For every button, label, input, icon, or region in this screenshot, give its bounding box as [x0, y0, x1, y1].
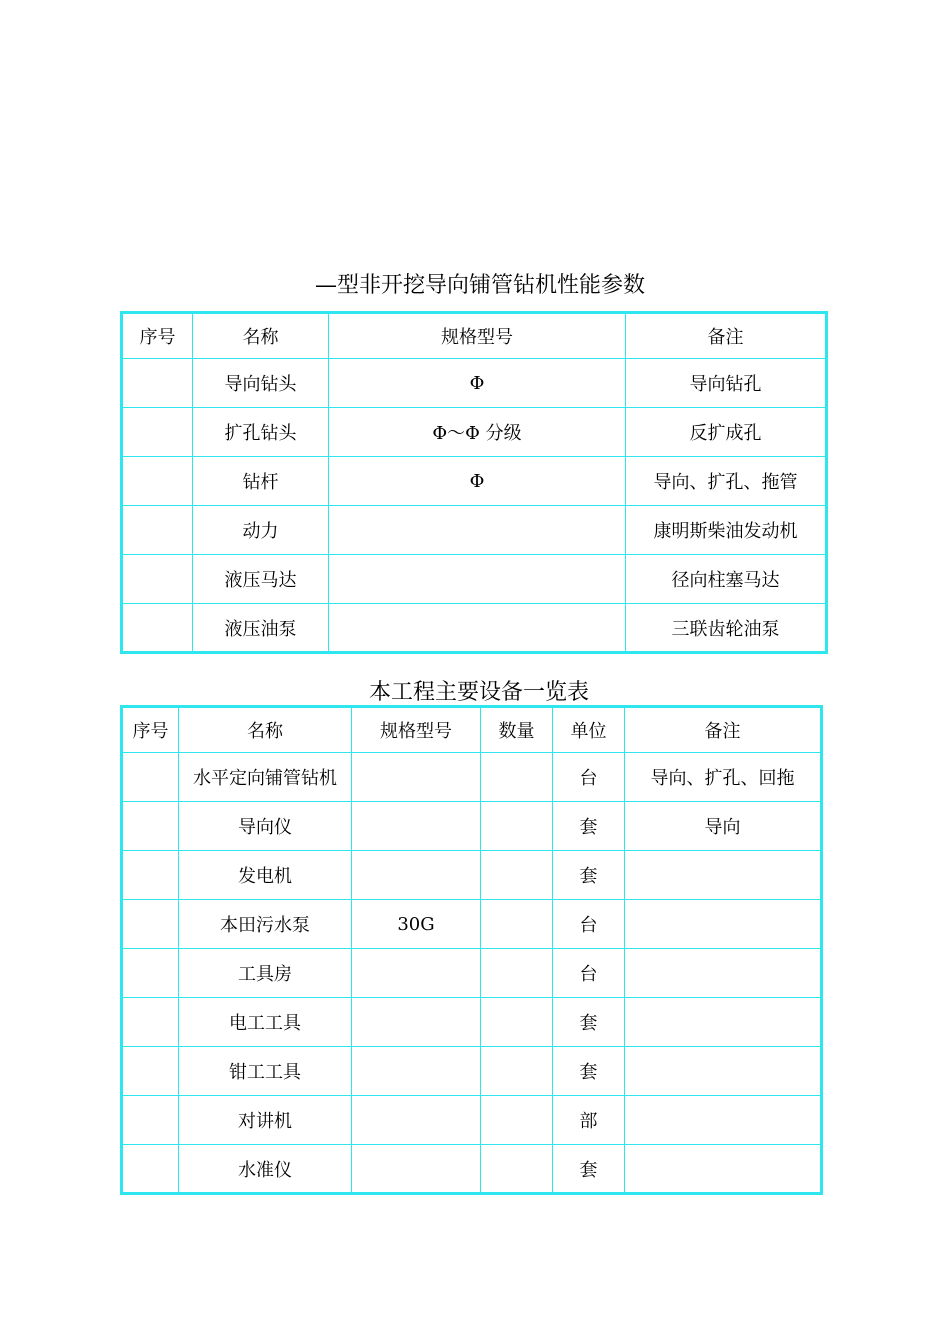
header-cell: 名称: [193, 313, 329, 359]
cell-spec: [329, 506, 626, 555]
cell-name: 发电机: [179, 851, 352, 900]
cell-unit: 套: [553, 1145, 625, 1194]
cell-no: [122, 1096, 179, 1145]
cell-no: [122, 604, 193, 653]
cell-no: [122, 949, 179, 998]
cell-spec: 30G: [352, 900, 481, 949]
table-row: [122, 802, 822, 851]
cell-name: 扩孔钻头: [193, 408, 329, 457]
cell-qty: [481, 1145, 553, 1194]
cell-no: [122, 555, 193, 604]
cell-unit: 套: [553, 802, 625, 851]
table-row: [122, 900, 822, 949]
cell-no: [122, 998, 179, 1047]
drill-params-title: —型非开挖导向铺管钻机性能参数: [314, 273, 645, 298]
table-row: [122, 1047, 822, 1096]
cell-spec: [352, 1047, 481, 1096]
cell-unit: 套: [553, 1047, 625, 1096]
cell-name: 动力: [193, 506, 329, 555]
table-row: [122, 506, 827, 555]
cell-spec: [352, 998, 481, 1047]
cell-note: [625, 998, 822, 1047]
table-row: [122, 359, 827, 408]
cell-name: 本田污水泵: [179, 900, 352, 949]
cell-name: 水准仪: [179, 1145, 352, 1194]
cell-note: 导向钻孔: [626, 359, 827, 408]
cell-spec: [352, 802, 481, 851]
cell-no: [122, 359, 193, 408]
header-cell: 规格型号: [352, 707, 481, 753]
cell-name: 液压油泵: [193, 604, 329, 653]
cell-spec: [352, 1145, 481, 1194]
header-cell: 备注: [625, 707, 822, 753]
cell-note: [625, 851, 822, 900]
cell-unit: 台: [553, 900, 625, 949]
table-row: [122, 753, 822, 802]
cell-note: 导向、扩孔、回拖: [625, 753, 822, 802]
cell-qty: [481, 1096, 553, 1145]
cell-no: [122, 408, 193, 457]
cell-note: [625, 1145, 822, 1194]
cell-spec: [352, 851, 481, 900]
cell-note: [625, 1096, 822, 1145]
cell-note: [625, 1047, 822, 1096]
cell-no: [122, 900, 179, 949]
cell-spec: [329, 604, 626, 653]
table-row: [122, 604, 827, 653]
table-header-row: [122, 707, 822, 753]
header-cell: 名称: [179, 707, 352, 753]
cell-qty: [481, 851, 553, 900]
cell-unit: 部: [553, 1096, 625, 1145]
cell-no: [122, 1047, 179, 1096]
cell-note: 康明斯柴油发动机: [626, 506, 827, 555]
cell-name: 导向钻头: [193, 359, 329, 408]
table-row: [122, 851, 822, 900]
cell-name: 水平定向铺管钻机: [179, 753, 352, 802]
cell-note: 导向: [625, 802, 822, 851]
header-cell: 序号: [122, 313, 193, 359]
cell-spec: Φ: [329, 457, 626, 506]
header-cell: 序号: [122, 707, 179, 753]
cell-name: 液压马达: [193, 555, 329, 604]
header-cell: 单位: [553, 707, 625, 753]
cell-unit: 套: [553, 851, 625, 900]
cell-note: [625, 949, 822, 998]
cell-name: 工具房: [179, 949, 352, 998]
cell-unit: 套: [553, 998, 625, 1047]
cell-spec: [352, 949, 481, 998]
cell-name: 对讲机: [179, 1096, 352, 1145]
table-row: [122, 457, 827, 506]
cell-note: 径向柱塞马达: [626, 555, 827, 604]
drill-params-table: [120, 311, 828, 654]
cell-note: 三联齿轮油泵: [626, 604, 827, 653]
cell-qty: [481, 949, 553, 998]
cell-no: [122, 457, 193, 506]
cell-unit: 台: [553, 753, 625, 802]
cell-name: 电工工具: [179, 998, 352, 1047]
header-cell: 数量: [481, 707, 553, 753]
table-row: [122, 555, 827, 604]
table-header-row: [122, 313, 827, 359]
cell-no: [122, 1145, 179, 1194]
cell-name: 钻杆: [193, 457, 329, 506]
header-cell: 备注: [626, 313, 827, 359]
cell-spec: [352, 1096, 481, 1145]
cell-qty: [481, 802, 553, 851]
cell-no: [122, 506, 193, 555]
table-row: [122, 949, 822, 998]
equipment-list-table: [120, 705, 823, 1195]
table-row: [122, 408, 827, 457]
cell-unit: 台: [553, 949, 625, 998]
cell-qty: [481, 753, 553, 802]
table-row: [122, 998, 822, 1047]
cell-qty: [481, 900, 553, 949]
cell-spec: Φ～Φ 分级: [329, 408, 626, 457]
cell-qty: [481, 998, 553, 1047]
cell-no: [122, 851, 179, 900]
cell-qty: [481, 1047, 553, 1096]
cell-name: 钳工工具: [179, 1047, 352, 1096]
cell-no: [122, 802, 179, 851]
cell-note: 导向、扩孔、拖管: [626, 457, 827, 506]
cell-note: 反扩成孔: [626, 408, 827, 457]
table-row: [122, 1145, 822, 1194]
cell-spec: Φ: [329, 359, 626, 408]
cell-note: [625, 900, 822, 949]
cell-spec: [352, 753, 481, 802]
equipment-list-title: 本工程主要设备一览表: [368, 680, 589, 705]
cell-no: [122, 753, 179, 802]
header-cell: 规格型号: [329, 313, 626, 359]
cell-spec: [329, 555, 626, 604]
cell-name: 导向仪: [179, 802, 352, 851]
table-row: [122, 1096, 822, 1145]
